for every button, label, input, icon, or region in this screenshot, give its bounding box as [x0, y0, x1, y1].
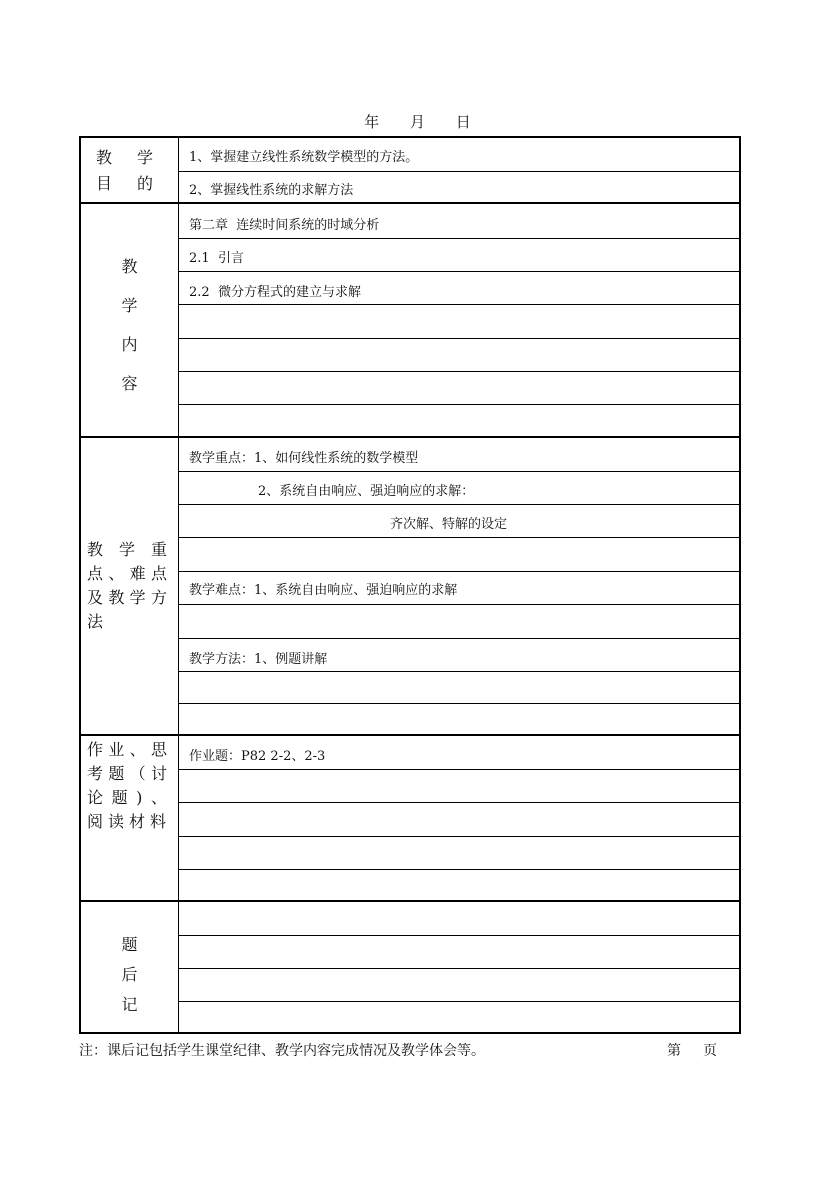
lesson-plan-table — [79, 136, 741, 1034]
content-label-char-4: 容 — [121, 374, 138, 393]
row-divider — [179, 769, 739, 770]
key-points-label: 教学重点、难点及教学方法 — [87, 540, 172, 631]
row-divider — [179, 404, 739, 405]
month-label: 月 — [409, 113, 425, 131]
row-divider — [179, 471, 739, 472]
day-label: 日 — [455, 113, 471, 131]
content-row-1: 第二章 连续时间系统的时域分析 — [189, 218, 380, 233]
content-row-2: 2.1 引言 — [189, 251, 244, 266]
footer-note: 注：课后记包括学生课堂纪律、教学内容完成情况及教学体会等。 — [79, 1043, 485, 1059]
objective-row-2: 2、掌握线性系统的求解方法 — [189, 183, 354, 198]
key-point-row-1: 教学重点：1、如何线性系统的数学模型 — [189, 451, 419, 466]
row-divider — [179, 537, 739, 538]
row-divider — [179, 703, 739, 704]
homework-label: 作业、思考题（讨论题)、阅读材料 — [87, 740, 172, 831]
row-divider — [179, 869, 739, 870]
content-label-char-1: 教 — [121, 257, 138, 276]
row-divider — [179, 571, 739, 572]
row-divider — [179, 171, 739, 172]
footer — [79, 1040, 741, 1060]
objectives-label-line1: 教 学 — [95, 148, 164, 167]
row-divider — [179, 802, 739, 803]
objectives-label-line2: 目 的 — [95, 174, 164, 193]
column-divider — [178, 138, 179, 1032]
key-point-row-3: 齐次解、特解的设定 — [390, 517, 508, 532]
content-row-3: 2.2 微分方程式的建立与求解 — [189, 285, 361, 300]
year-label: 年 — [364, 113, 380, 131]
row-divider — [179, 604, 739, 605]
row-divider — [179, 1001, 739, 1002]
homework-row-1: 作业题：P82 2-2、2-3 — [189, 749, 326, 764]
postscript-label-char-2: 后 — [121, 965, 138, 984]
content-label-char-2: 学 — [121, 296, 138, 315]
row-divider — [179, 371, 739, 372]
row-divider — [179, 935, 739, 936]
row-divider — [179, 504, 739, 505]
row-divider — [179, 238, 739, 239]
objective-row-1: 1、掌握建立线性系统数学模型的方法。 — [189, 150, 419, 165]
section-divider — [81, 734, 739, 736]
section-divider — [81, 436, 739, 438]
postscript-label-char-1: 题 — [121, 935, 138, 954]
row-divider — [179, 836, 739, 837]
page-label-suffix: 页 — [703, 1043, 717, 1059]
row-divider — [179, 968, 739, 969]
row-divider — [179, 271, 739, 272]
date-line — [0, 111, 835, 132]
row-divider — [179, 304, 739, 305]
page-label-prefix: 第 — [667, 1043, 681, 1059]
page-number — [645, 1040, 717, 1060]
row-divider — [179, 338, 739, 339]
section-divider — [81, 900, 739, 902]
postscript-label-char-3: 记 — [121, 995, 138, 1014]
key-point-row-2: 2、系统自由响应、强迫响应的求解： — [258, 484, 475, 499]
key-point-row-5: 教学方法：1、例题讲解 — [189, 652, 328, 667]
row-divider — [179, 671, 739, 672]
key-point-row-4: 教学难点：1、系统自由响应、强迫响应的求解 — [189, 583, 458, 598]
content-label-char-3: 内 — [121, 335, 138, 354]
section-divider — [81, 202, 739, 204]
row-divider — [179, 638, 739, 639]
